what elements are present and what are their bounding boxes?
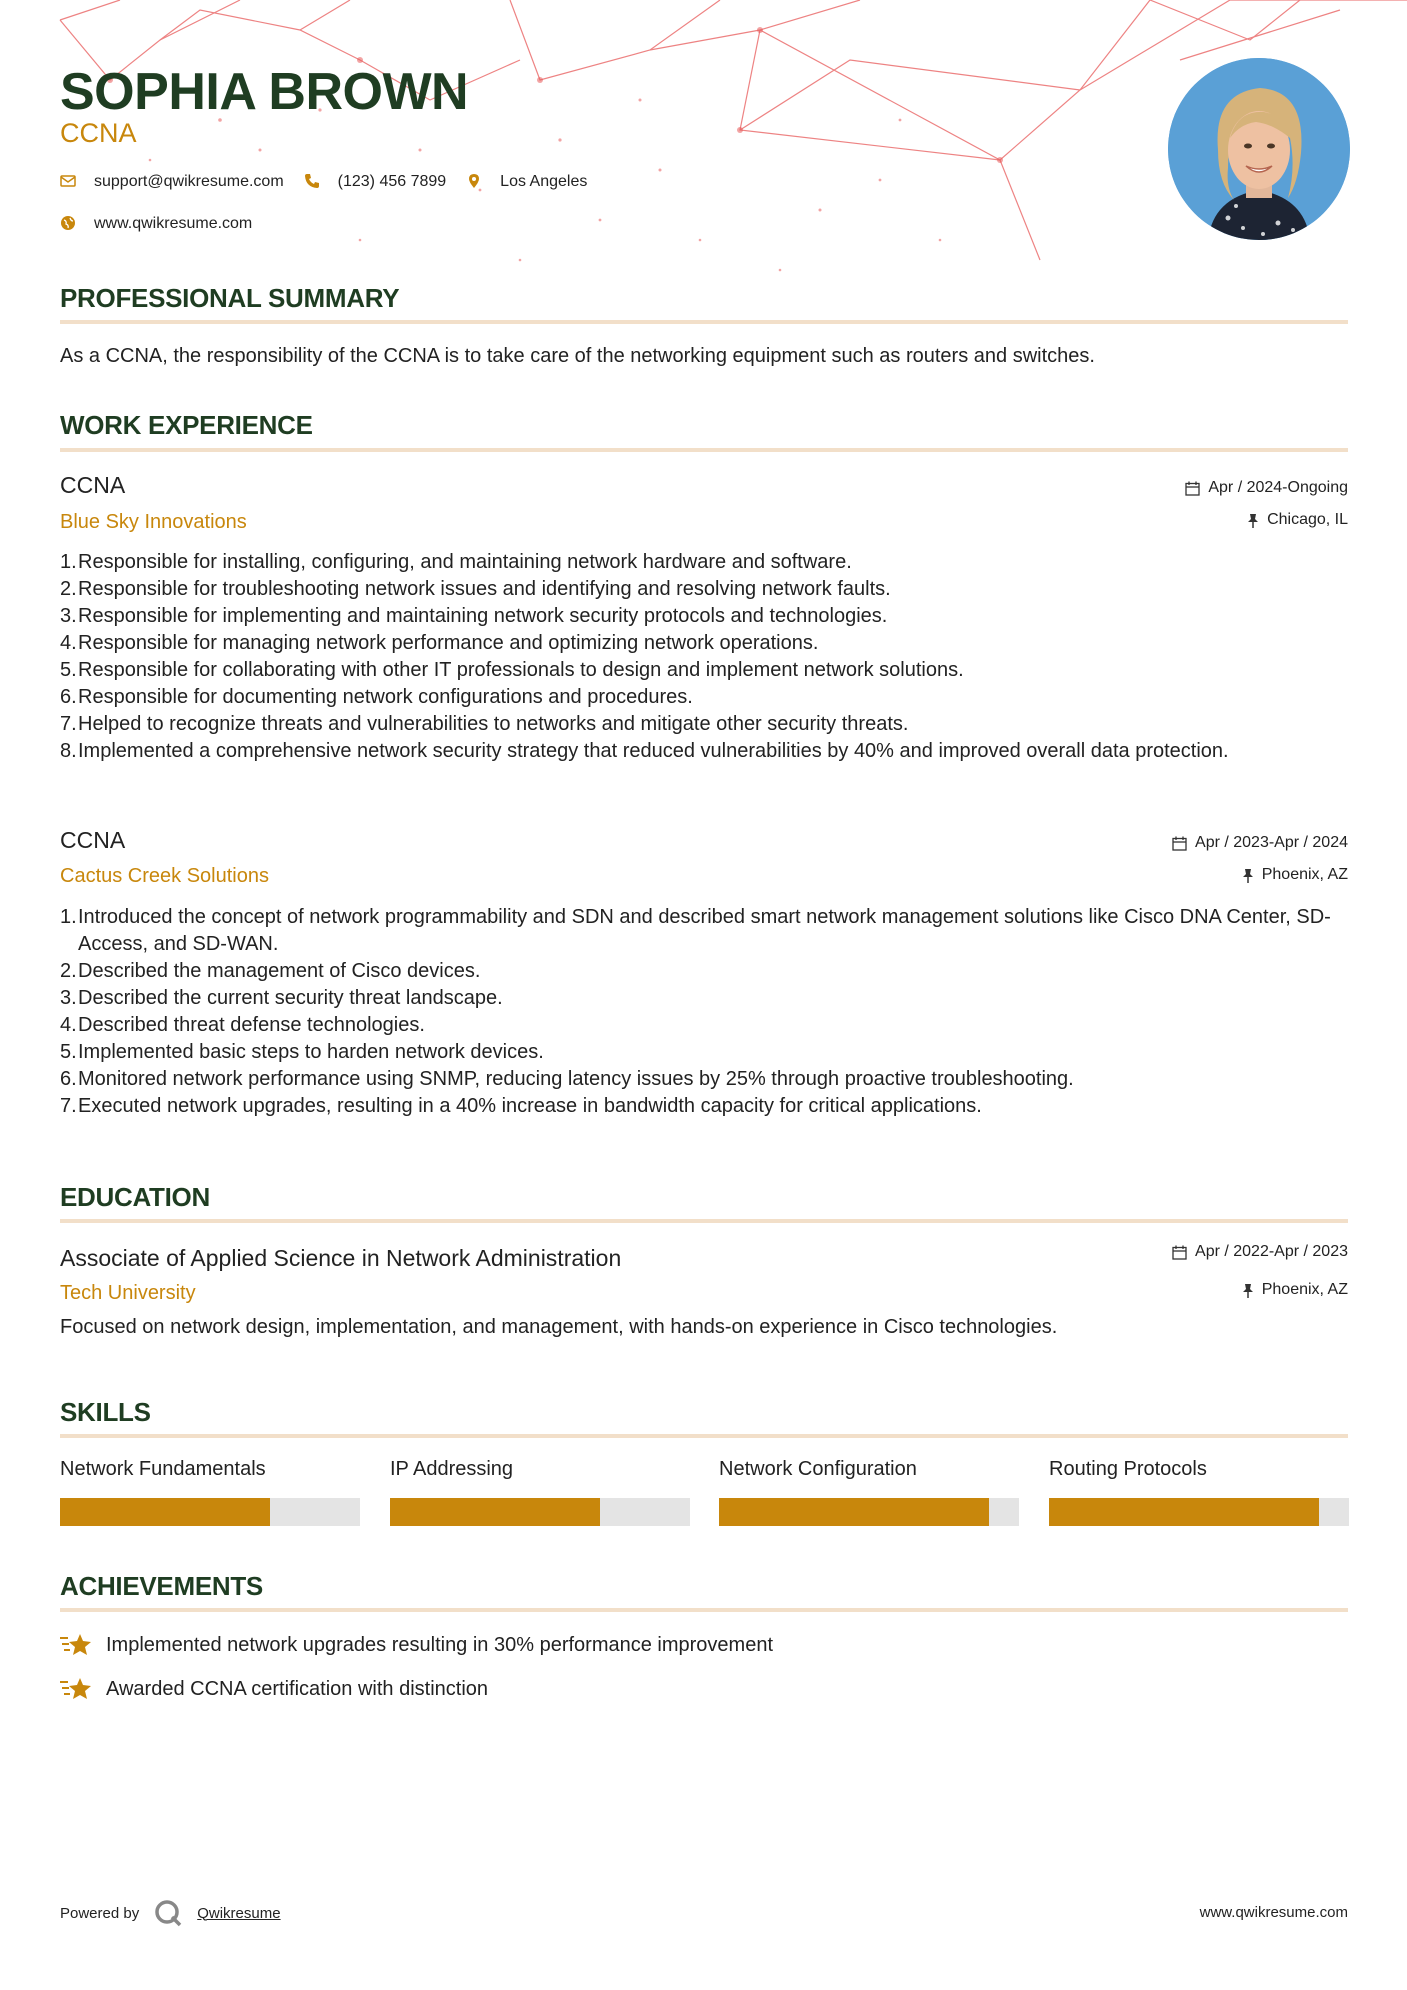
profile-photo: [1168, 58, 1350, 240]
list-item: 4. Described threat defense technologies.: [60, 1014, 425, 1036]
powered-by-text: Powered by: [60, 1904, 140, 1922]
skill-bar: [60, 1498, 360, 1526]
website-row: [60, 215, 272, 233]
phone-text: (123) 456 7899: [337, 173, 447, 190]
skill-item: [719, 1458, 1019, 1526]
school-name: Tech University: [60, 1282, 196, 1304]
achievements-divider: [60, 1608, 1348, 1612]
pushpin-icon: [1242, 868, 1254, 883]
job-title: CCNA: [60, 827, 126, 853]
skill-label: Routing Protocols: [1049, 1458, 1207, 1480]
calendar-icon: [1172, 1245, 1187, 1260]
skill-bar: [719, 1498, 1019, 1526]
list-item: 5. Responsible for collaborating with other IT professionals to design and implement network solutions.: [60, 659, 964, 681]
achievement-text: Implemented network upgrades resulting in 30% performance improvement: [106, 1633, 774, 1656]
skill-label: IP Addressing: [390, 1458, 514, 1480]
list-item: 2. Responsible for troubleshooting network issues and identifying and resolving network faults.: [60, 578, 891, 600]
skill-label: Network Configuration: [719, 1458, 917, 1480]
job-dates: [1185, 479, 1348, 497]
job-dates: [1172, 834, 1348, 852]
education-divider: [60, 1219, 1348, 1223]
candidate-title: CCNA: [60, 118, 137, 148]
education-description: Focused on network design, implementation, and management, with hands-on experience in Cisco technologies.: [60, 1316, 1058, 1338]
skill-item: [1049, 1458, 1349, 1526]
skill-bar-fill: [1049, 1498, 1319, 1526]
job-title: CCNA: [60, 472, 126, 498]
education-location-text: Phoenix, AZ: [1261, 1281, 1348, 1298]
phone-item[interactable]: [304, 173, 447, 191]
list-item: 6. Responsible for documenting network configurations and procedures.: [60, 686, 693, 708]
pushpin-icon: [1242, 1283, 1254, 1298]
envelope-icon: [60, 173, 78, 191]
education-dates-text: Apr / 2022-Apr / 2023: [1195, 1243, 1348, 1260]
skill-bar-fill: [60, 1498, 270, 1526]
skill-item: [390, 1458, 690, 1526]
qwikresume-logo-icon: [153, 1898, 183, 1928]
education-heading: EDUCATION: [60, 1182, 210, 1212]
list-item: 7. Helped to recognize threats and vulnerabilities to networks and mitigate other security threats.: [60, 713, 909, 735]
job-duties-list: [60, 549, 1348, 765]
email-text: support@qwikresume.com: [94, 173, 284, 190]
degree-title: Associate of Applied Science in Network Administration: [60, 1245, 622, 1271]
skill-bar-fill: [719, 1498, 989, 1526]
website-item[interactable]: [60, 215, 252, 233]
list-item: 4. Responsible for managing network performance and optimizing network operations.: [60, 632, 819, 654]
job-location-text: Phoenix, AZ: [1261, 866, 1348, 883]
experience-divider: [60, 448, 1348, 452]
list-item: 3. Described the current security threat landscape.: [60, 987, 503, 1009]
skill-bar: [390, 1498, 690, 1526]
star-award-icon: [60, 1676, 92, 1702]
education-dates: [1172, 1243, 1348, 1261]
star-award-icon: [60, 1632, 92, 1658]
footer-powered-by: [60, 1898, 281, 1928]
footer-website[interactable]: www.qwikresume.com: [1199, 1904, 1348, 1921]
achievement-item: [60, 1676, 488, 1702]
calendar-icon: [1172, 836, 1187, 851]
summary-divider: [60, 320, 1348, 324]
calendar-icon: [1185, 481, 1200, 496]
contact-row: [60, 173, 607, 191]
website-text: www.qwikresume.com: [94, 215, 253, 232]
list-item: 7. Executed network upgrades, resulting in a 40% increase in bandwidth capacity for critical applications.: [60, 1095, 982, 1117]
job-location-text: Chicago, IL: [1267, 511, 1348, 528]
qwikresume-link[interactable]: Qwikresume: [197, 1904, 281, 1922]
list-item: 5. Implemented basic steps to harden network devices.: [60, 1041, 544, 1063]
pushpin-icon: [1247, 513, 1259, 528]
summary-heading: PROFESSIONAL SUMMARY: [60, 283, 400, 313]
job-company: Blue Sky Innovations: [60, 511, 247, 533]
map-pin-icon: [466, 173, 484, 191]
job-location: [1247, 511, 1348, 529]
job-dates-text: Apr / 2023-Apr / 2024: [1195, 834, 1348, 851]
list-item: 3. Responsible for implementing and maintaining network security protocols and technologies.: [60, 605, 888, 627]
skill-item: [60, 1458, 360, 1526]
list-item: 1. Responsible for installing, configuring, and maintaining network hardware and software.: [60, 551, 852, 573]
summary-text: As a CCNA, the responsibility of the CCNA is to take care of the networking equipment such as routers and switches.: [60, 345, 1095, 367]
list-item: 6. Monitored network performance using SNMP, reducing latency issues by 25% through proactive troubleshooting.: [60, 1068, 1074, 1090]
job-dates-text: Apr / 2024-Ongoing: [1208, 479, 1348, 496]
experience-heading: WORK EXPERIENCE: [60, 410, 313, 440]
job-location: [1242, 866, 1348, 884]
list-item: 8. Implemented a comprehensive network security strategy that reduced vulnerabilities by 40% and improved overall data protection.: [60, 740, 1229, 762]
job-company: Cactus Creek Solutions: [60, 865, 269, 887]
achievement-text: Awarded CCNA certification with distinction: [106, 1677, 489, 1700]
skills-heading: SKILLS: [60, 1397, 151, 1427]
education-location: [1242, 1281, 1348, 1299]
skill-bar: [1049, 1498, 1349, 1526]
phone-icon: [304, 173, 322, 191]
achievements-heading: ACHIEVEMENTS: [60, 1571, 263, 1601]
skills-divider: [60, 1434, 1348, 1438]
candidate-name: SOPHIA BROWN: [60, 63, 469, 121]
achievement-item: [60, 1632, 773, 1658]
skill-label: Network Fundamentals: [60, 1458, 266, 1480]
globe-icon: [60, 215, 78, 233]
list-item: 2. Described the management of Cisco devices.: [60, 960, 481, 982]
location-item: [466, 173, 587, 191]
job-duties-list: [60, 904, 1348, 1120]
location-text: Los Angeles: [500, 173, 588, 190]
email-item[interactable]: [60, 173, 284, 191]
list-item: 1. Introduced the concept of network programmability and SDN and described smart network management solutions like Cisco DNA Center, SD-Access, and SD-WAN.: [60, 906, 1331, 955]
skill-bar-fill: [390, 1498, 600, 1526]
